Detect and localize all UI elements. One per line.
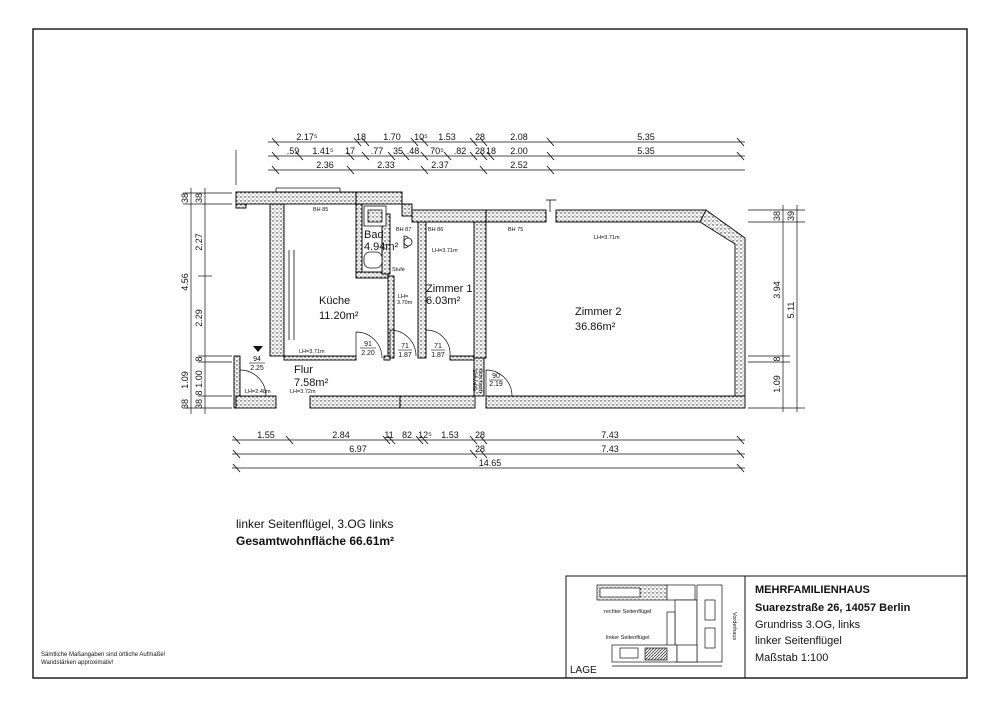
- dim-label: 4.56: [180, 273, 190, 291]
- dim-label: 3.94: [772, 281, 782, 299]
- dim-label: 28: [474, 146, 486, 156]
- door-height-label: 2.20: [361, 350, 375, 357]
- ceiling-height-label: LH=3.71m: [594, 235, 620, 241]
- dim-label: 1.41⁵: [312, 146, 334, 156]
- door-labels: [250, 341, 503, 388]
- dim-label: 38: [772, 210, 782, 222]
- room-area-bad: 4.94m²: [364, 241, 399, 253]
- dim-label: 11: [384, 430, 394, 440]
- door-width-label: 90: [492, 373, 500, 380]
- left-dim-labels: [180, 193, 204, 409]
- dim-label: 2.27: [194, 233, 204, 251]
- room-area-flur: 7.58m²: [294, 377, 329, 389]
- ceiling-height-label: LH=3.71m: [432, 248, 458, 254]
- building-address: Suarezstraße 26, 14057 Berlin: [755, 602, 911, 614]
- parapet-label: BH 75: [508, 227, 524, 233]
- bathtub-icon: [364, 252, 382, 268]
- dim-label: 2.84: [332, 430, 350, 440]
- door-height-label: 2.25: [250, 365, 264, 372]
- ceiling-height-label: LH=3.72m: [290, 389, 316, 395]
- dim-label: 2.37: [431, 160, 449, 170]
- site-left-wing: linker Seitenflügel: [606, 635, 650, 641]
- apartment-highlight: [645, 648, 667, 660]
- dim-label: 5.11: [786, 301, 796, 319]
- dim-label: 12⁵: [418, 430, 432, 440]
- dim-label: 1.53: [441, 430, 459, 440]
- door-label-rules: [249, 348, 503, 380]
- room-name-zimmer1: Zimmer 1: [426, 283, 473, 295]
- dim-label: 1.00: [194, 370, 204, 388]
- dim-label: 7.43: [601, 444, 619, 454]
- dim-label: 8: [194, 356, 204, 362]
- dim-label: 35: [392, 146, 404, 156]
- room-name-kueche: Küche: [319, 295, 351, 307]
- dim-label: 1.09: [772, 375, 782, 393]
- sheet-frame: [33, 29, 967, 678]
- site-lage: LAGE: [570, 665, 597, 676]
- room-labels: [294, 229, 622, 392]
- dim-label: 2.00: [510, 146, 528, 156]
- room-name-flur: Flur: [294, 364, 313, 376]
- dim-label: .82: [453, 146, 467, 156]
- site-front-house: Vorderhaus: [731, 612, 737, 641]
- dim-label: 28: [474, 430, 486, 440]
- door-height-label: 1.87: [398, 352, 412, 359]
- plan-name: Grundriss 3.OG, links: [755, 619, 861, 631]
- dim-label: .59: [286, 146, 300, 156]
- dim-label: .77: [370, 146, 384, 156]
- dim-label: 38: [180, 398, 190, 410]
- dim-label: 2.33: [377, 160, 395, 170]
- title-block: [566, 576, 967, 678]
- building-type: MEHRFAMILIENHAUS: [755, 584, 870, 596]
- room-area-zimmer1: 6.03m²: [426, 295, 461, 307]
- dim-label: 18: [485, 146, 497, 156]
- dim-label: 38: [194, 398, 204, 410]
- wing-name: linker Seitenflügel: [755, 635, 842, 647]
- parapet-label: BH 87: [396, 227, 412, 233]
- room-area-zimmer2: 36.86m²: [575, 321, 616, 333]
- parapet-label: BH 86: [428, 227, 444, 233]
- dim-label: 2.52: [510, 160, 528, 170]
- dim-label: 17: [344, 146, 356, 156]
- ceiling-height-label: LH=: [398, 294, 409, 300]
- dim-label: 5.35: [637, 132, 655, 142]
- left-dimensions: [183, 188, 232, 414]
- ceiling-height-label: LH=3.71m: [299, 349, 325, 355]
- footer-note: Wandstärken approximativ!: [41, 660, 114, 666]
- apartment-location: linker Seitenflügel, 3.OG links: [236, 517, 394, 531]
- top-dim-labels: [287, 132, 655, 170]
- ceiling-height-label: LH=2.48m: [245, 389, 271, 395]
- dim-label: 2.36: [316, 160, 334, 170]
- room-name-zimmer2: Zimmer 2: [575, 306, 622, 318]
- footer-note: Sämtliche Maßangaben sind örtliche Aufmaße!: [41, 652, 166, 658]
- site-plan: [597, 585, 722, 666]
- dim-label: 28: [474, 132, 486, 142]
- door-height-label: 2.19: [489, 381, 503, 388]
- dim-label: 8: [194, 390, 204, 396]
- dim-label: 5.35: [637, 146, 655, 156]
- dim-label: 2.17⁵: [296, 132, 318, 142]
- dim-label: 1.53: [438, 132, 456, 142]
- bottom-dim-labels: [257, 430, 619, 468]
- dim-label: 38: [194, 192, 204, 204]
- threshold-label: 8cm hoch: [477, 369, 483, 393]
- door-width-label: 71: [401, 343, 409, 350]
- dim-label: 2.29: [194, 309, 204, 327]
- dim-label: 14.65: [478, 458, 502, 468]
- site-right-wing: rechter Seitenflügel: [604, 609, 652, 615]
- threshold-label: Schwelle: [471, 369, 477, 392]
- entrance-marker-icon: [253, 346, 263, 352]
- dim-label: 28: [474, 444, 486, 454]
- parapet-label: BH 85: [313, 207, 329, 213]
- room-area-kueche: 11.20m²: [319, 310, 359, 322]
- total-living-area: Gesamtwohnfläche 66.61m²: [236, 534, 395, 548]
- dim-label: 38: [180, 192, 190, 204]
- door-width-label: 71: [434, 343, 442, 350]
- dim-label: 8: [772, 356, 782, 362]
- right-dim-labels: [772, 211, 796, 393]
- door-height-label: 1.87: [431, 352, 445, 359]
- dim-label: 7.43: [601, 430, 619, 440]
- door-width-label: 94: [253, 356, 261, 363]
- dim-label: 1.70: [383, 132, 401, 142]
- ceiling-height-label: 3.70m: [397, 300, 413, 306]
- dim-label: 82: [401, 430, 413, 440]
- step-label: Stufe: [392, 267, 405, 273]
- dim-label: 18: [355, 132, 367, 142]
- plan-scale: Maßstab 1:100: [755, 652, 829, 664]
- room-name-bad: Bad: [364, 229, 384, 241]
- dim-label: 2.08: [510, 132, 528, 142]
- dim-label: 6.97: [349, 444, 367, 454]
- door-width-label: 91: [364, 341, 372, 348]
- dim-label: 10⁵: [414, 132, 428, 142]
- dim-label: 70⁵: [430, 146, 444, 156]
- dim-label: 1.55: [257, 430, 275, 440]
- dim-label: .48: [406, 146, 420, 156]
- dim-label: 1.09: [180, 371, 190, 389]
- dim-label: 39: [786, 210, 796, 222]
